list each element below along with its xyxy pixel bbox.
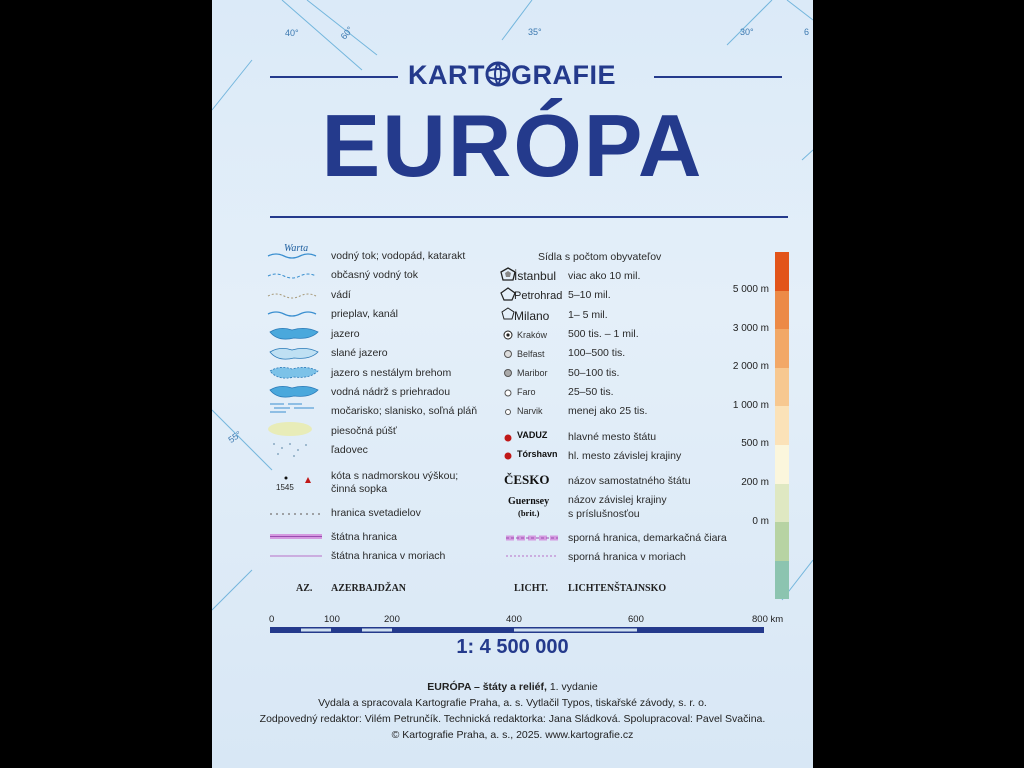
legend-item: vádí [331,289,351,301]
state-name-desc: názov samostatného štátu [568,475,691,487]
city-sample: Kraków [517,330,548,340]
legend-item: činná sopka [331,483,388,495]
disputed-desc: sporná hranica, demarkačná čiara [568,532,727,544]
legend-item: vodná nádrž s priehradou [331,386,451,398]
capital-sample: VADUZ [517,430,548,440]
dep-capital-sample: Tórshavn [517,449,558,459]
settlement-desc: 25–50 tis. [568,386,614,398]
settlement-desc: viac ako 10 mil. [568,270,641,282]
dep-state-desc: názov závislej krajiny [568,494,667,506]
scale-tick: 100 [324,614,340,625]
legend-item: občasný vodný tok [331,269,418,281]
elevation-label: 0 m [752,516,769,527]
graticule-label: 60° [338,24,356,42]
city-sample: Belfast [517,349,545,359]
capital-desc: hlavné mesto štátu [568,431,657,443]
graphic-scale-bar [270,627,764,635]
disputed-sea-desc: sporná hranica v moriach [568,551,686,563]
elevation-label: 2 000 m [732,361,769,372]
capital-dot-icon [502,430,514,462]
graticule-label: 55° [226,428,244,446]
abbr-full-name: LICHTENŠTAJNSKO [568,583,667,594]
brand-rule-left [270,76,398,78]
disputed-boundary-symbols [504,533,560,559]
brand-suffix: GRAFIE [511,60,617,90]
page-title: EURÓPA [321,96,704,195]
scale-tick: 0 [269,614,275,625]
boundary-symbols [268,508,324,558]
legend-item: štátna hranica v moriach [331,550,446,562]
legend-item: jazero [331,328,360,340]
credits-line: © Kartografie Praha, a. s., 2025. www.kartografie.cz [391,729,634,741]
settlement-desc: 5–10 mil. [568,289,611,301]
elevation-band [775,329,789,368]
settlements-heading: Sídla s počtom obyvateľov [538,251,662,263]
legend-item: piesočná púšť [331,425,397,437]
settlement-desc: 1– 5 mil. [568,309,608,321]
elevation-band [775,252,789,291]
scale-tick: 800 km [752,614,784,625]
elevation-band [775,484,789,523]
city-sample: Faro [517,387,536,397]
settlement-desc: menej ako 25 tis. [568,405,648,417]
legend-item: prieplav, kanál [331,308,398,320]
credits-line: Zodpovedný redaktor: Vilém Petrunčík. Technická redaktorka: Jana Sládková. Spolupracoval: Pavel Svačina. [259,713,766,725]
scale-ratio: 1: 4 500 000 [456,636,569,658]
legend-item: slané jazero [331,347,388,359]
legend-item: kóta s nadmorskou výškou; [331,470,459,482]
abbr-sample: LICHT. [514,583,548,594]
city-sample: Milano [514,309,550,323]
brand-prefix: KART [408,60,485,90]
legend-item: močarisko; slanisko, soľná pláň [331,405,478,417]
city-sample: Maribor [517,368,548,378]
legend-item: vodný tok; vodopád, katarakt [331,250,466,262]
settlement-desc: 500 tis. – 1 mil. [568,328,639,340]
elevation-band [775,406,789,445]
credits-edition: 1. vydanie [546,681,598,693]
elevation-band [775,445,789,484]
graticule-label: 6 [804,27,810,37]
elevation-label: 5 000 m [732,284,769,295]
scale-tick: 600 [628,614,644,625]
abbr-sample: AZ. [296,583,313,594]
scale-tick: 200 [384,614,400,625]
credits-line: Vydala a spracovala Kartografie Praha, a. s. Vytlačil Typos, tiskařské závody, s. r. o. [318,697,707,709]
city-sample: Narvik [517,406,543,416]
credits-title: EURÓPA – štáty a reliéf, [427,681,547,693]
legend-item: hranica svetadielov [331,507,421,519]
scale-tick: 400 [506,614,522,625]
state-name-sample: ČESKO [504,472,550,487]
elevation-band [775,291,789,330]
city-sample: İstanbul [514,269,557,283]
map-cover-sheet [212,0,813,768]
elevation-label: 1 000 m [732,400,769,411]
elevation-label: 3 000 m [732,323,769,334]
globe-icon [485,61,511,87]
graticule-label: 40° [285,28,299,38]
brand-rule-right [654,76,782,78]
legend-item: jazero s nestálym brehom [331,367,452,379]
dep-state-sample: Guernsey [508,496,550,507]
brand-logo [408,60,616,91]
credits-line [212,681,813,693]
warta-sample-label: Warta [284,243,309,254]
dep-state-sample-sub: (brit.) [518,508,540,518]
elevation-label: 500 m [741,438,769,449]
city-sample: Petrohrad [514,290,563,302]
abbr-full-name: AZERBAJDŽAN [331,583,407,594]
dep-capital-desc: hl. mesto závislej krajiny [568,450,682,462]
hydro-symbols [264,244,324,474]
elevation-band [775,561,789,600]
legend-item: štátna hranica [331,531,397,543]
graticule-label: 30° [740,27,754,37]
settlement-desc: 100–500 tis. [568,347,626,359]
title-rule [270,216,788,218]
elevation-label: 200 m [741,477,769,488]
dep-state-desc: s príslušnosťou [568,508,640,520]
spot-height-label: 1545 [276,483,294,492]
graticule-label: 35° [528,27,542,37]
elevation-band [775,368,789,407]
legend-item: ľadovec [331,444,368,456]
settlement-desc: 50–100 tis. [568,367,620,379]
elevation-band [775,522,789,561]
